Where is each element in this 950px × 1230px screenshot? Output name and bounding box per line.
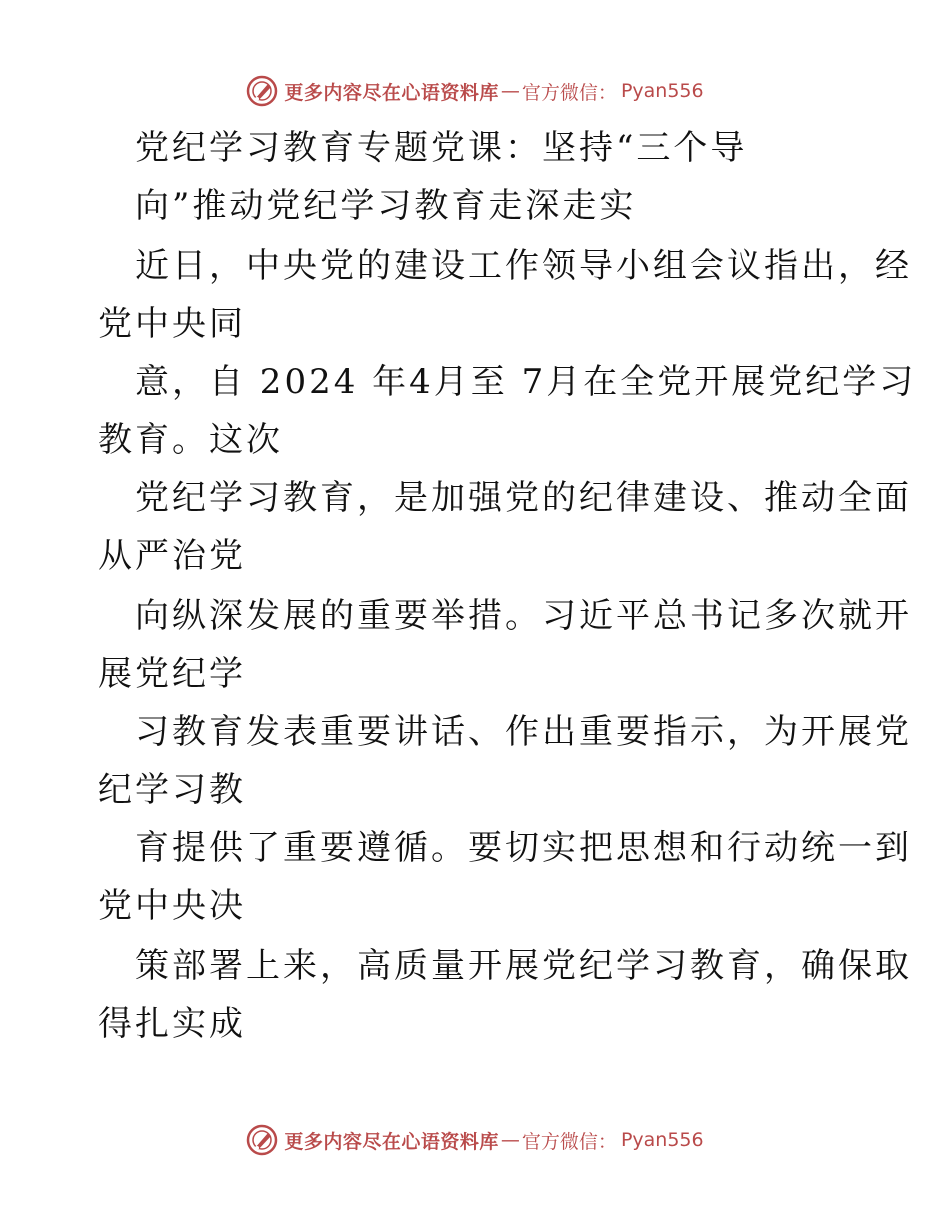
body-text-line: 展党纪学 <box>98 654 246 694</box>
watermark-account: Pyan556 <box>620 1129 704 1151</box>
body-text-line: 党纪学习教育，是加强党的纪律建设、推动全面 <box>135 478 912 518</box>
watermark-dash: — <box>500 80 520 102</box>
watermark-main-text: 更多内容尽在心语资料库 <box>284 1130 499 1153</box>
body-text-line: 近日，中央党的建设工作领导小组会议指出，经 <box>135 246 912 286</box>
document-title-line: 党纪学习教育专题党课：坚持“三个导 <box>135 128 748 168</box>
body-text-line: 意，自 2024 年4月至 7月在全党开展党纪学习 <box>135 362 917 402</box>
body-text-line: 从严治党 <box>98 536 246 576</box>
watermark-sub-text: 官方微信 <box>521 1130 598 1153</box>
watermark-dash: — <box>500 1129 520 1151</box>
watermark-account: Pyan556 <box>620 80 704 102</box>
watermark-main-text: 更多内容尽在心语资料库 <box>284 81 499 104</box>
body-text-line: 纪学习教 <box>98 770 246 810</box>
body-text-line: 向纵深发展的重要举措。习近平总书记多次就开 <box>135 596 912 636</box>
body-text-line: 育提供了重要遵循。要切实把思想和行动统一到 <box>135 828 912 868</box>
body-text-line: 得扎实成 <box>98 1004 246 1044</box>
watermark-separator: ： <box>597 81 617 104</box>
body-text-line: 党中央同 <box>98 304 246 344</box>
pen-logo-icon <box>246 1124 278 1156</box>
body-text-line: 习教育发表重要讲话、作出重要指示，为开展党 <box>135 712 912 752</box>
watermark-separator: ： <box>597 1130 617 1153</box>
body-text-line: 教育。这次 <box>98 420 283 460</box>
body-text-line: 党中央决 <box>98 886 246 926</box>
document-title-line: 向”推动党纪学习教育走深走实 <box>135 186 637 226</box>
watermark-sub-text: 官方微信 <box>521 81 598 104</box>
body-text-line: 策部署上来，高质量开展党纪学习教育，确保取 <box>135 946 912 986</box>
footer-watermark <box>0 1120 950 1160</box>
